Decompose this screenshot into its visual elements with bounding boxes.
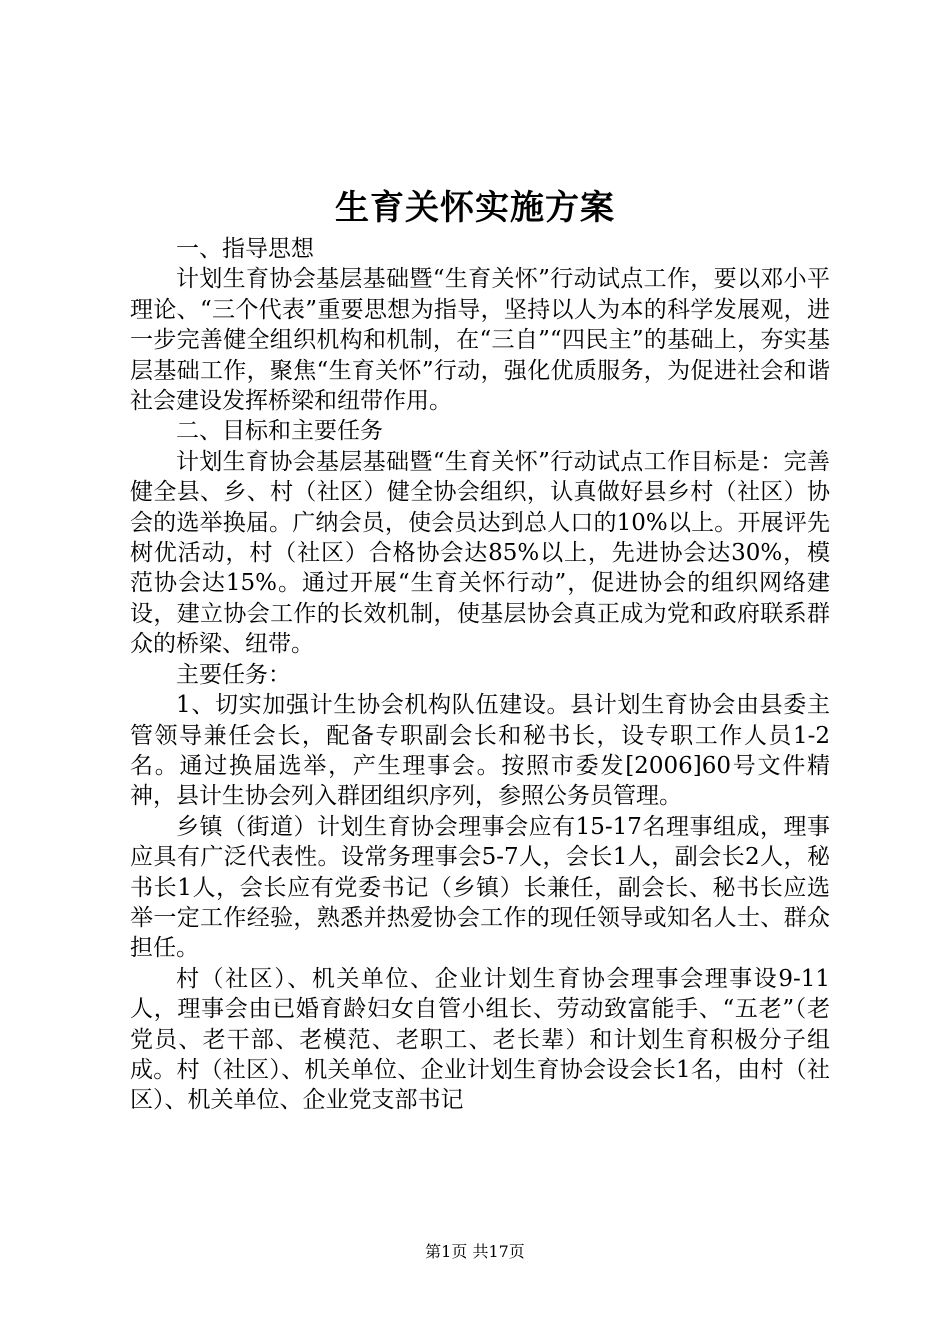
heading-goals-and-tasks: 二、目标和主要任务 — [176, 418, 383, 445]
page-number-footer: 第1页 共17页 — [425, 1242, 525, 1261]
document-title: 生育关怀实施方案 — [335, 188, 615, 228]
paragraph: 村（社区）、机关单位、企业计划生育协会理事会理事设9-11人，理事会由已婚育龄妇女自管小组长、劳动致富能手、“五老”（老党员、老干部、老模范、老职工、老长辈）和计划生育积极分子组成。村（社区）、机关单位、企业计划生育协会设会长1名，由村（社区）、机关单位、企业党支部书记 — [130, 965, 830, 1114]
heading-main-tasks: 主要任务： — [176, 661, 291, 688]
paragraph: 计划生育协会基层基础暨“生育关怀”行动试点工作目标是：完善健全县、乡、村（社区）健全协会组织，认真做好县乡村（社区）协会的选举换届。广纳会员，使会员达到总人口的10%以上。开展评先树优活动，村（社区）合格协会达85%以上，先进协会达30%，模范协会达15%。通过开展“生育关怀行动”，促进协会的组织网络建设，建立协会工作的长效机制，使基层协会真正成为党和政府联系群众的桥梁、纽带。 — [130, 448, 830, 658]
document-body — [130, 234, 830, 1116]
heading-guiding-ideology: 一、指导思想 — [176, 236, 314, 262]
paragraph: 计划生育协会基层基础暨“生育关怀”行动试点工作，要以邓小平理论、“三个代表”重要思想为指导，坚持以人为本的科学发展观，进一步完善健全组织机构和机制，在“三自”“四民主”的基础上，夯实基层基础工作，聚焦“生育关怀”行动，强化优质服务，为促进社会和谐社会建设发挥桥梁和纽带作用。 — [130, 266, 830, 415]
paragraph: 1、切实加强计生协会机构队伍建设。县计划生育协会由县委主管领导兼任会长，配备专职副会长和秘书长，设专职工作人员1-2名。通过换届选举，产生理事会。按照市委发[2006]60号文件精神，县计生协会列入群团组织序列，参照公务员管理。 — [130, 692, 830, 810]
paragraph: 乡镇（街道）计划生育协会理事会应有15-17名理事组成，理事应具有广泛代表性。设常务理事会5-7人，会长1人，副会长2人，秘书长1人，会长应有党委书记（乡镇）长兼任，副会长、秘书长应选举一定工作经验，熟悉并热爱协会工作的现任领导或知名人士、群众担任。 — [130, 813, 830, 962]
